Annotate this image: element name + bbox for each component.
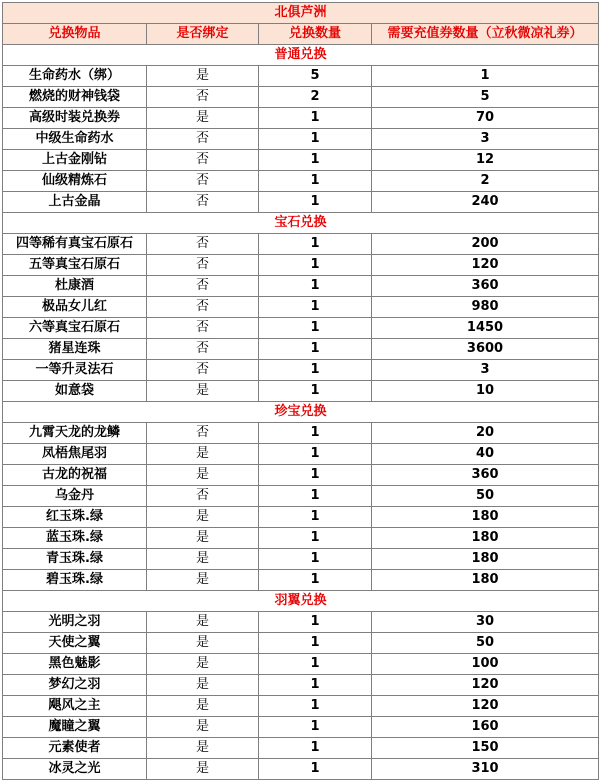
bound-cell: 是 (147, 507, 259, 528)
bound-cell: 是 (147, 738, 259, 759)
item-name-cell: 红玉珠.绿 (3, 507, 147, 528)
cost-cell: 30 (372, 612, 599, 633)
quantity-cell: 1 (259, 276, 372, 297)
header-item: 兑换物品 (3, 24, 147, 45)
quantity-cell: 1 (259, 612, 372, 633)
table-row (3, 234, 599, 255)
quantity-cell: 1 (259, 738, 372, 759)
table-row (3, 360, 599, 381)
quantity-cell: 1 (259, 528, 372, 549)
section-title: 宝石兑换 (3, 213, 599, 234)
cost-cell: 160 (372, 717, 599, 738)
table-row (3, 381, 599, 402)
item-name-cell: 四等稀有真宝石原石 (3, 234, 147, 255)
bound-cell: 否 (147, 360, 259, 381)
table-row (3, 129, 599, 150)
quantity-cell: 1 (259, 570, 372, 591)
item-name-cell: 极品女儿红 (3, 297, 147, 318)
table-row (3, 465, 599, 486)
exchange-table (2, 2, 599, 780)
bound-cell: 是 (147, 612, 259, 633)
table-row (3, 444, 599, 465)
table-row (3, 171, 599, 192)
cost-cell: 3600 (372, 339, 599, 360)
cost-cell: 980 (372, 297, 599, 318)
item-name-cell: 魔瞳之翼 (3, 717, 147, 738)
quantity-cell: 1 (259, 633, 372, 654)
quantity-cell: 1 (259, 759, 372, 780)
table-row (3, 276, 599, 297)
quantity-cell: 1 (259, 129, 372, 150)
bound-cell: 否 (147, 276, 259, 297)
cost-cell: 180 (372, 570, 599, 591)
bound-cell: 是 (147, 570, 259, 591)
table-row (3, 612, 599, 633)
cost-cell: 100 (372, 654, 599, 675)
exchange-table-body (3, 3, 599, 780)
item-name-cell: 梦幻之羽 (3, 675, 147, 696)
item-name-cell: 如意袋 (3, 381, 147, 402)
cost-cell: 1450 (372, 318, 599, 339)
bound-cell: 是 (147, 528, 259, 549)
cost-cell: 180 (372, 549, 599, 570)
bound-cell: 是 (147, 759, 259, 780)
quantity-cell: 1 (259, 549, 372, 570)
header-qty: 兑换数量 (259, 24, 372, 45)
bound-cell: 是 (147, 654, 259, 675)
bound-cell: 是 (147, 465, 259, 486)
item-name-cell: 元素使者 (3, 738, 147, 759)
header-bound: 是否绑定 (147, 24, 259, 45)
table-row (3, 423, 599, 444)
section-title: 羽翼兑换 (3, 591, 599, 612)
section-row (3, 45, 599, 66)
bound-cell: 是 (147, 66, 259, 87)
bound-cell: 否 (147, 486, 259, 507)
quantity-cell: 2 (259, 87, 372, 108)
item-name-cell: 碧玉珠.绿 (3, 570, 147, 591)
item-name-cell: 青玉珠.绿 (3, 549, 147, 570)
item-name-cell: 上古金刚钻 (3, 150, 147, 171)
bound-cell: 是 (147, 108, 259, 129)
bound-cell: 否 (147, 150, 259, 171)
bound-cell: 否 (147, 234, 259, 255)
item-name-cell: 飓风之主 (3, 696, 147, 717)
cost-cell: 12 (372, 150, 599, 171)
quantity-cell: 1 (259, 444, 372, 465)
table-row (3, 570, 599, 591)
item-name-cell: 古龙的祝福 (3, 465, 147, 486)
bound-cell: 是 (147, 381, 259, 402)
bound-cell: 是 (147, 444, 259, 465)
table-row (3, 717, 599, 738)
item-name-cell: 生命药水（绑） (3, 66, 147, 87)
bound-cell: 否 (147, 129, 259, 150)
quantity-cell: 1 (259, 234, 372, 255)
cost-cell: 120 (372, 255, 599, 276)
item-name-cell: 凤梧焦尾羽 (3, 444, 147, 465)
quantity-cell: 1 (259, 360, 372, 381)
quantity-cell: 1 (259, 255, 372, 276)
cost-cell: 40 (372, 444, 599, 465)
quantity-cell: 1 (259, 318, 372, 339)
quantity-cell: 1 (259, 654, 372, 675)
item-name-cell: 九霄天龙的龙鳞 (3, 423, 147, 444)
item-name-cell: 高级时装兑换券 (3, 108, 147, 129)
cost-cell: 120 (372, 675, 599, 696)
table-row (3, 528, 599, 549)
item-name-cell: 猪星连珠 (3, 339, 147, 360)
item-name-cell: 光明之羽 (3, 612, 147, 633)
quantity-cell: 1 (259, 381, 372, 402)
cost-cell: 10 (372, 381, 599, 402)
bound-cell: 是 (147, 696, 259, 717)
table-row (3, 150, 599, 171)
item-name-cell: 六等真宝石原石 (3, 318, 147, 339)
table-row (3, 255, 599, 276)
item-name-cell: 一等升灵法石 (3, 360, 147, 381)
table-row (3, 192, 599, 213)
bound-cell: 否 (147, 423, 259, 444)
table-row (3, 66, 599, 87)
item-name-cell: 乌金丹 (3, 486, 147, 507)
cost-cell: 150 (372, 738, 599, 759)
bound-cell: 是 (147, 717, 259, 738)
item-name-cell: 黑色魅影 (3, 654, 147, 675)
quantity-cell: 1 (259, 696, 372, 717)
quantity-cell: 1 (259, 507, 372, 528)
quantity-cell: 1 (259, 675, 372, 696)
quantity-cell: 5 (259, 66, 372, 87)
bound-cell: 否 (147, 297, 259, 318)
quantity-cell: 1 (259, 423, 372, 444)
item-name-cell: 五等真宝石原石 (3, 255, 147, 276)
table-row (3, 738, 599, 759)
bound-cell: 否 (147, 339, 259, 360)
header-row (3, 24, 599, 45)
quantity-cell: 1 (259, 339, 372, 360)
table-row (3, 339, 599, 360)
bound-cell: 否 (147, 255, 259, 276)
section-row (3, 213, 599, 234)
quantity-cell: 1 (259, 486, 372, 507)
quantity-cell: 1 (259, 171, 372, 192)
cost-cell: 240 (372, 192, 599, 213)
table-row (3, 675, 599, 696)
section-title: 普通兑换 (3, 45, 599, 66)
cost-cell: 180 (372, 528, 599, 549)
quantity-cell: 1 (259, 108, 372, 129)
cost-cell: 360 (372, 465, 599, 486)
bound-cell: 否 (147, 171, 259, 192)
table-row (3, 654, 599, 675)
section-title: 珍宝兑换 (3, 402, 599, 423)
cost-cell: 50 (372, 486, 599, 507)
table-row (3, 486, 599, 507)
table-row (3, 633, 599, 654)
item-name-cell: 仙级精炼石 (3, 171, 147, 192)
item-name-cell: 中级生命药水 (3, 129, 147, 150)
section-row (3, 591, 599, 612)
cost-cell: 2 (372, 171, 599, 192)
quantity-cell: 1 (259, 465, 372, 486)
cost-cell: 310 (372, 759, 599, 780)
quantity-cell: 1 (259, 717, 372, 738)
cost-cell: 70 (372, 108, 599, 129)
cost-cell: 50 (372, 633, 599, 654)
item-name-cell: 天使之翼 (3, 633, 147, 654)
bound-cell: 否 (147, 318, 259, 339)
cost-cell: 360 (372, 276, 599, 297)
table-row (3, 507, 599, 528)
table-row (3, 87, 599, 108)
item-name-cell: 杜康酒 (3, 276, 147, 297)
section-row (3, 402, 599, 423)
cost-cell: 180 (372, 507, 599, 528)
item-name-cell: 燃烧的财神钱袋 (3, 87, 147, 108)
item-name-cell: 上古金晶 (3, 192, 147, 213)
cost-cell: 3 (372, 129, 599, 150)
cost-cell: 3 (372, 360, 599, 381)
item-name-cell: 蓝玉珠.绿 (3, 528, 147, 549)
table-row (3, 318, 599, 339)
quantity-cell: 1 (259, 150, 372, 171)
table-row (3, 759, 599, 780)
table-row (3, 549, 599, 570)
header-cost: 需要充值券数量（立秋微凉礼券） (372, 24, 599, 45)
title-row (3, 3, 599, 24)
table-row (3, 696, 599, 717)
cost-cell: 120 (372, 696, 599, 717)
cost-cell: 5 (372, 87, 599, 108)
item-name-cell: 冰灵之光 (3, 759, 147, 780)
table-row (3, 108, 599, 129)
bound-cell: 是 (147, 675, 259, 696)
cost-cell: 1 (372, 66, 599, 87)
table-title: 北俱芦洲 (3, 3, 599, 24)
cost-cell: 200 (372, 234, 599, 255)
bound-cell: 是 (147, 633, 259, 654)
bound-cell: 是 (147, 549, 259, 570)
bound-cell: 否 (147, 87, 259, 108)
quantity-cell: 1 (259, 192, 372, 213)
quantity-cell: 1 (259, 297, 372, 318)
table-row (3, 297, 599, 318)
cost-cell: 20 (372, 423, 599, 444)
bound-cell: 否 (147, 192, 259, 213)
